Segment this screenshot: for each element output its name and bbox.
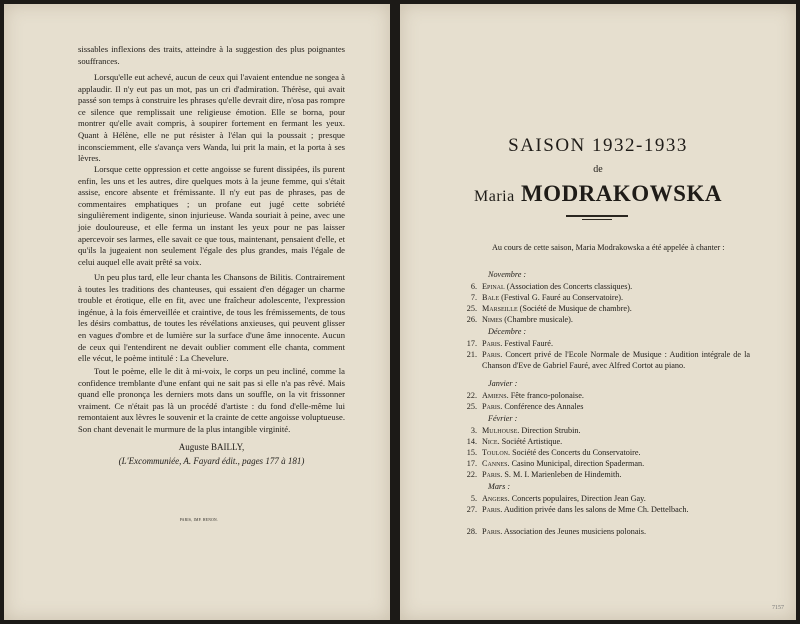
paragraph-2: Lorsqu'elle eut achevé, aucun de ceux qui l'avaient entendue ne songea à applaudir. Il n'y eut pas un mot, pas un cri d'admiration. Thérèse, qui avait passé son temps à construire les phrases qu'elle devrait dire, n'osa pas rompre ce silence que remplissait une religieuse émotion. Elle se borna, pour montrer qu'elle avait compris, à soupirer fortement en fermant les yeux. Quant à Hélène, elle ne put résister à l'élan qui la poussait ; presque inconsciemment, elle s'avança vers Wanda, lui prit la main, et la porta à ses lèvres. — [78, 72, 345, 164]
event-item: 27. Paris. Audition privée dans les salons de Mme Ch. Dettelbach. — [466, 505, 689, 514]
intro-text: Au cours de cette saison, Maria Modrakowska a été appelée à chanter : — [492, 243, 725, 252]
event-item: 26. Nimes (Chambre musicale). — [466, 315, 573, 324]
artist-name — [400, 181, 796, 207]
month-heading: Février : — [488, 414, 518, 423]
paragraph-1: sissables inflexions des traits, atteindre à la suggestion des plus poignantes souffrances. — [78, 44, 345, 66]
event-item: 17. Paris. Festival Fauré. — [466, 339, 553, 348]
printer-imprint: PARIS, IMP. HENON. — [179, 518, 219, 522]
month-heading: Janvier : — [488, 379, 518, 388]
month-heading: Novembre : — [488, 270, 527, 279]
event-item: 15. Toulon. Société des Concerts du Conservatoire. — [466, 448, 641, 457]
event-item: 7. Bale (Festival G. Fauré au Conservatoire). — [470, 293, 624, 302]
event-item: 28. Paris. Association des Jeunes musiciens polonais. — [466, 527, 647, 536]
artist-last-name: MODRAKOWSKA — [520, 181, 722, 206]
event-item: 3. Mulhouse. Direction Strubin. — [470, 426, 581, 435]
right-page — [400, 4, 796, 620]
event-item: 25. Marseille (Société de Musique de chambre). — [466, 304, 632, 313]
event-item: 22. Paris. S. M. I. Marienleben de Hindemith. — [466, 470, 622, 479]
event-item: 5. Angers. Concerts populaires, Direction Jean Gay. — [470, 494, 646, 503]
paragraph-3: Lorsque cette oppression et cette angoisse se furent dissipées, ils purent enfin, les uns et les autres, dire quelques mots à la jeune femme, qui s'était assise, encore absente et frémissante. Il n'y eut pas de phrases, pas de commentaires emphatiques ; un profane eut jugé cette sobriété singulièrement indigente, sinon injurieuse. Wanda souriait à peine, avec une joie douloureuse, et elle ferma un instant les yeux pour ne pas laisser apercevoir ses larmes, elle savait ce que tous, maintenant, pensaient d'elle, et qu'ils la jugeaient non seulement l'égale des plus grandes, mais l'égale de celui auquel elle avait prêté sa voix. — [78, 164, 345, 267]
event-item: 25. Paris. Conférence des Annales — [466, 402, 584, 411]
event-item: 17. Cannes. Casino Municipal, direction Spaderman. — [466, 459, 645, 468]
paragraph-4: Un peu plus tard, elle leur chanta les Chansons de Bilitis. Contrairement à toutes les traditions des chanteuses, qui essaient d'en dégager un charme trouble et érotique, elle en fit, avec une fraîcheur adolescente, l'expression ingénue, à la fois émerveillée et craintive, de tous les frémissements, de tous les désirs combattus, de toutes les révélations anxieuses, qui peuvent glisser en vagues d'ombre et de lumière sur la surface d'une âme innocente. Aucun de ceux qui l'entendirent ne devait oublier comment elle chanta, comment elle vécut, le poème intitulé : La Chevelure. — [78, 272, 345, 364]
season-title: SAISON 1932-1933 — [508, 135, 688, 156]
event-item: 6. Epinal (Association des Concerts classiques). — [470, 282, 633, 291]
month-heading: Décembre : — [488, 327, 527, 336]
title-divider — [566, 215, 628, 217]
event-item: 22. Amiens. Fête franco-polonaise. — [466, 391, 584, 400]
author-signature: Auguste BAILLY, — [178, 442, 245, 452]
de-label: de — [593, 164, 603, 175]
source-citation: (L'Excommuniée, A. Fayard édit., pages 177 à 181) — [118, 456, 305, 466]
paragraph-5: Tout le poème, elle le dit à mi-voix, le corps un peu incliné, comme la confidence tremblante d'une enfant qui ne sait pas si elle n'a pas rêvé. Mais quand elle prononça les derniers mots dans un souffle, on la vit frissonner vraiment. Ce n'était pas là un procédé d'artiste : du fond d'elle-même lui remontaient aux lèvres le souvenir et la crainte de cette angoisse voluptueuse. Son chant devenait le murmure de la plus intangible virginité. — [78, 366, 345, 434]
event-item: 21. Paris. Concert privé de l'Ecole Normale de Musique : Audition intégrale de la Chanson d'Eve de Gabriel Fauré, avec Alfred Cortot au piano. — [466, 350, 750, 370]
artist-first-name: Maria — [474, 188, 515, 205]
month-heading: Mars : — [488, 482, 511, 491]
event-item: 14. Nice. Société Artistique. — [466, 437, 563, 446]
title-divider-small — [582, 219, 612, 220]
left-page — [4, 4, 390, 620]
archive-mark: 7157 — [772, 605, 784, 611]
